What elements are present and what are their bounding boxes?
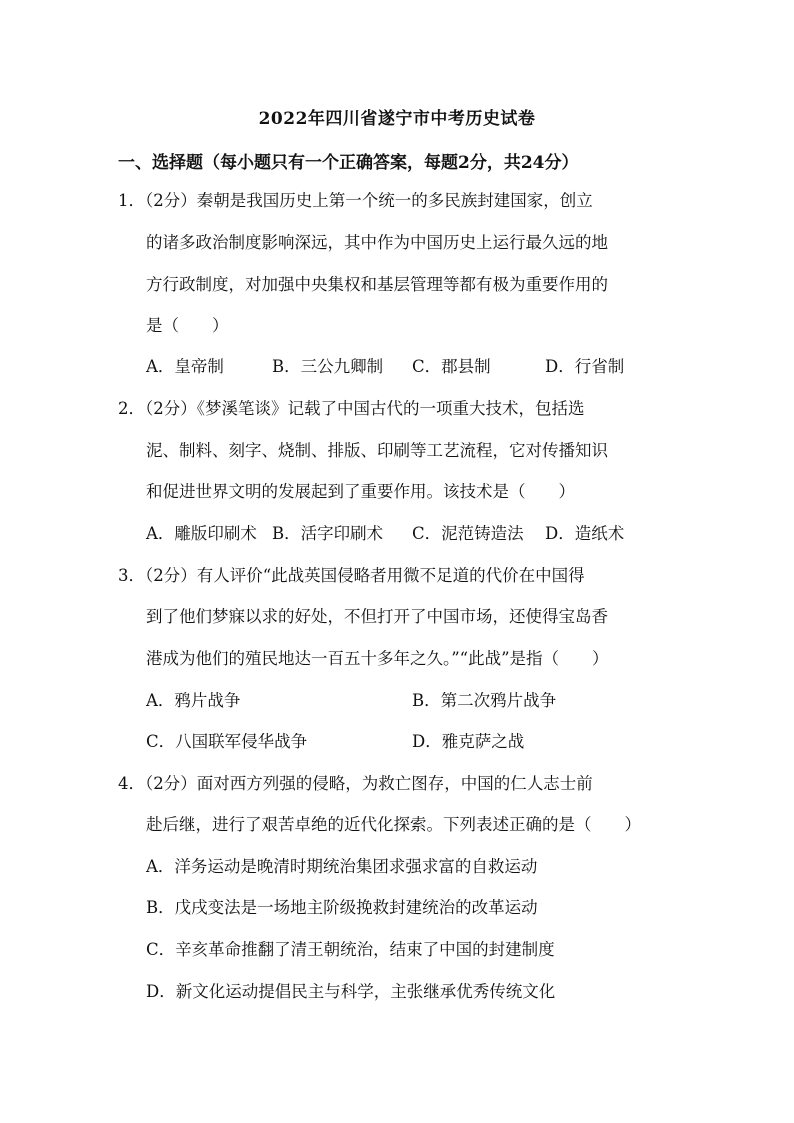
q1-line-3: 方行政制度，对加强中央集权和基层管理等都有极为重要作用的 [146, 275, 608, 294]
q2-option-b: B．活字印刷术 [272, 524, 384, 543]
q3-option-a: A．鸦片战争 [146, 691, 241, 710]
q4-line-1: 4．（2分）面对西方列强的侵略，为救亡图存，中国的仁人志士前 [118, 774, 593, 793]
q2-option-c: C．泥范铸造法 [412, 524, 524, 543]
q4-option-a: A．洋务运动是晚清时期统治集团求强求富的自救运动 [146, 857, 538, 876]
q3-option-c: C．八国联军侵华战争 [146, 732, 308, 751]
q1-line-1: 1．（2分）秦朝是我国历史上第一个统一的多民族封建国家，创立 [118, 191, 593, 210]
q1-option-a: A．皇帝制 [146, 357, 224, 376]
q2-option-d: D．造纸术 [545, 524, 625, 543]
q1-option-d: D．行省制 [545, 357, 625, 376]
page-title: 2022年四川省遂宁市中考历史试卷 [258, 109, 536, 129]
q1-line-4: 是（ ） [146, 316, 229, 335]
q3-line-3: 港成为他们的殖民地达一百五十多年之久。”“此战”是指（ ） [146, 649, 609, 668]
q2-line-1: 2．（2分）《梦溪笔谈》记载了中国古代的一项重大技术，包括选 [118, 399, 585, 418]
q4-line-2: 赴后继，进行了艰苦卓绝的近代化探索。下列表述正确的是（ ） [146, 815, 641, 834]
q2-option-a: A．雕版印刷术 [146, 524, 257, 543]
q3-line-2: 到了他们梦寐以求的好处，不但打开了中国市场，还使得宝岛香 [146, 607, 608, 626]
q3-line-1: 3．（2分）有人评价“此战英国侵略者用微不足道的代价在中国得 [118, 566, 585, 585]
q3-option-b: B．第二次鸦片战争 [412, 691, 557, 710]
q3-option-d: D．雅克萨之战 [412, 732, 525, 751]
q2-line-2: 泥、制料、刻字、烧制、排版、印刷等工艺流程，它对传播知识 [146, 441, 608, 460]
q1-line-2: 的诸多政治制度影响深远，其中作为中国历史上运行最久远的地 [146, 233, 608, 252]
q4-option-b: B．戊戌变法是一场地主阶级挽救封建统治的改革运动 [146, 898, 538, 917]
q4-option-c: C．辛亥革命推翻了清王朝统治，结束了中国的封建制度 [146, 940, 555, 959]
q2-line-3: 和促进世界文明的发展起到了重要作用。该技术是（ ） [146, 482, 575, 501]
q1-option-b: B．三公九卿制 [272, 357, 384, 376]
q4-option-d: D．新文化运动提倡民主与科学，主张继承优秀传统文化 [146, 982, 556, 1001]
section-heading: 一、选择题（每小题只有一个正确答案，每题2分，共24分） [118, 153, 579, 173]
q1-option-c: C．郡县制 [412, 357, 491, 376]
